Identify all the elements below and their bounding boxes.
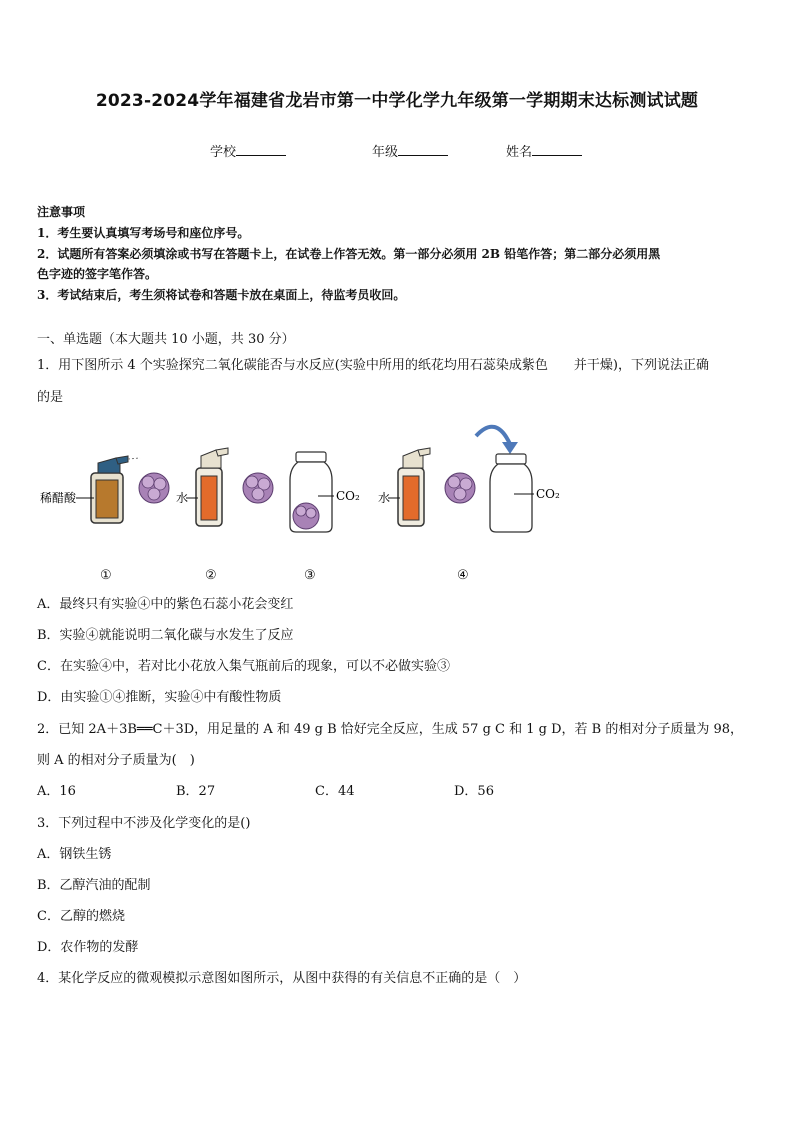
experiment-number-2: ② — [205, 568, 217, 583]
q1-option-a: A．最终只有实验④中的紫色石蕊小花会变红 — [37, 597, 294, 612]
grade-field — [372, 141, 448, 160]
label-co2-3: CO₂ — [336, 489, 360, 503]
section-1-heading: 一、单选题（本大题共 10 小题，共 30 分） — [37, 332, 295, 347]
label-water-2: 水 — [176, 491, 189, 505]
q1-experiment-figure — [36, 418, 576, 588]
notice-heading: 注意事项 — [37, 205, 86, 219]
flower-1 — [139, 473, 169, 503]
q3-option-a: A．钢铁生锈 — [37, 847, 112, 862]
q1-option-b: B．实验④就能说明二氧化碳与水发生了反应 — [37, 628, 294, 643]
flower-2 — [243, 473, 273, 503]
flower-4 — [445, 473, 475, 503]
q1-stem-line2: 的是 — [37, 390, 64, 405]
q2-stem-line1: 2．已知 2A＋3B══C＋3D，用足量的 A 和 49 g B 恰好完全反应，生成 57 g C 和 1 g D，若 B 的相对分子质量为 98， — [37, 722, 744, 737]
spray-bottle-4 — [398, 448, 430, 526]
label-dilute-acetic-acid: 稀醋酸 — [40, 491, 77, 505]
notice-item-2-cont: 色字迹的签字笔作答。 — [37, 267, 158, 281]
q4-stem: 4．某化学反应的微观模拟示意图如图所示，从图中获得的有关信息不正确的是（ ） — [37, 971, 527, 986]
name-blank — [532, 143, 582, 156]
notice-item-2: 2．试题所有答案必须填涂或书写在答题卡上，在试卷上作答无效。第一部分必须用 2B 铅笔作答；第二部分必须用黑 — [37, 247, 661, 261]
experiment-number-3: ③ — [304, 568, 316, 583]
grade-label: 年级 — [372, 145, 399, 160]
q3-option-d: D．农作物的发酵 — [37, 940, 139, 955]
school-label: 学校 — [210, 145, 237, 160]
school-field — [210, 141, 286, 160]
q1-stem-line1: 1．用下图所示 4 个实验探究二氧化碳能否与水反应(实验中所用的纸花均用石蕊染成紫色 并干燥)，下列说法正确 — [37, 358, 709, 373]
experiment-number-1: ① — [100, 568, 112, 583]
experiment-illustration — [36, 418, 576, 588]
spray-bottle-1 — [91, 456, 140, 523]
curved-arrow-icon — [476, 427, 518, 454]
q2-option-a: A．16 — [37, 784, 76, 799]
name-field — [506, 141, 582, 160]
q3-option-c: C．乙醇的燃烧 — [37, 909, 125, 924]
q2-option-d: D．56 — [454, 784, 494, 799]
q3-option-b: B．乙醇汽油的配制 — [37, 878, 151, 893]
notice-item-1: 1．考生要认真填写考场号和座位序号。 — [37, 226, 250, 240]
q1-option-c: C．在实验④中，若对比小花放入集气瓶前后的现象，可以不必做实验③ — [37, 659, 450, 674]
page-title: 2023-2024学年福建省龙岩市第一中学化学九年级第一学期期末达标测试试题 — [95, 91, 699, 111]
label-water-4: 水 — [378, 491, 391, 505]
label-co2-4: CO₂ — [536, 487, 560, 501]
q1-option-d: D．由实验①④推断，实验④中有酸性物质 — [37, 690, 282, 705]
spray-bottle-2 — [196, 448, 228, 526]
q2-option-b: B．27 — [176, 784, 216, 799]
q3-stem: 3．下列过程中不涉及化学变化的是() — [37, 816, 251, 831]
gas-jar-4 — [490, 454, 532, 532]
q2-option-c: C．44 — [315, 784, 355, 799]
name-label: 姓名 — [506, 145, 533, 160]
notice-item-3: 3．考试结束后，考生须将试卷和答题卡放在桌面上，待监考员收回。 — [37, 288, 406, 302]
experiment-number-4: ④ — [457, 568, 469, 583]
grade-blank — [398, 143, 448, 156]
school-blank — [236, 143, 286, 156]
q2-stem-line2: 则 A 的相对分子质量为( ) — [37, 753, 195, 768]
gas-jar-3 — [290, 452, 332, 532]
